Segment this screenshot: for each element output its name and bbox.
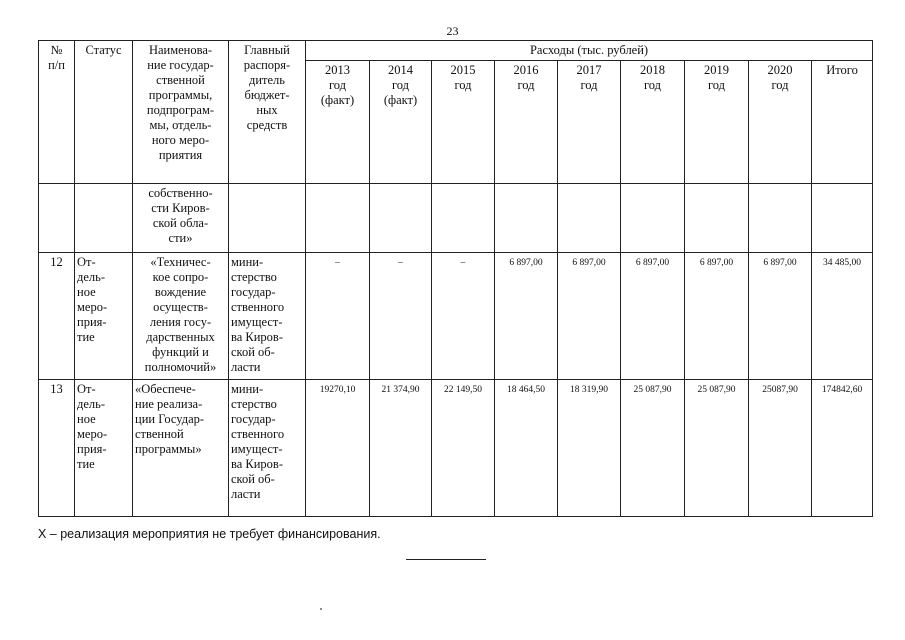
cell-empty <box>229 184 306 253</box>
value-2017: 18 319,90 <box>558 380 621 517</box>
cell-empty <box>75 184 133 253</box>
value-2013: 19270,10 <box>306 380 370 517</box>
table-row <box>39 253 873 380</box>
row-administrator: мини- стерство государ- ственного имущест- ва Киров- ской об- ласти <box>229 253 306 380</box>
cell-empty <box>370 184 432 253</box>
year-header-2017: 2017 год <box>558 61 621 184</box>
header-expenses: Расходы (тыс. рублей) <box>306 41 873 61</box>
cell-empty <box>39 184 75 253</box>
value-2018: 25 087,90 <box>621 380 685 517</box>
continuation-name: собственно- сти Киров- ской обла- сти» <box>133 184 229 253</box>
header-budget-administrator: Главный распоря- дитель бюджет- ных средств <box>229 41 306 184</box>
row-status: От- дель- ное меро- прия- тие <box>75 380 133 517</box>
year-header-2020: 2020 год <box>749 61 812 184</box>
header-no: № п/п <box>39 41 75 184</box>
continuation-row <box>39 184 873 253</box>
page-number: 23 <box>446 24 459 38</box>
cell-empty <box>749 184 812 253</box>
end-divider <box>406 559 486 560</box>
value-2015: 22 149,50 <box>432 380 495 517</box>
value-2017: 6 897,00 <box>558 253 621 380</box>
year-header-2018: 2018 год <box>621 61 685 184</box>
value-2019: 25 087,90 <box>685 380 749 517</box>
cell-empty <box>685 184 749 253</box>
cell-empty <box>495 184 558 253</box>
value-total: 174842,60 <box>812 380 873 517</box>
header-status: Статус <box>75 41 133 184</box>
header-program-name: Наименова- ние государ- ственной программы, подпрограм- мы, отдель- ного меро- приятия <box>133 41 229 184</box>
row-status: От- дель- ное меро- прия- тие <box>75 253 133 380</box>
row-program-name: «Техничес- кое сопро- вождение осуществ- ления госу- дарственных функций и полномочий» <box>133 253 229 380</box>
year-header-2015: 2015 год <box>432 61 495 184</box>
row-program-name: «Обеспече- ние реализа- ции Государ- ственной программы» <box>133 380 229 517</box>
year-header-total: Итого <box>812 61 873 184</box>
value-2020: 25087,90 <box>749 380 812 517</box>
year-header-2013: 2013 год (факт) <box>306 61 370 184</box>
cell-empty <box>621 184 685 253</box>
value-total: 34 485,00 <box>812 253 873 380</box>
cell-empty <box>812 184 873 253</box>
value-2014: 21 374,90 <box>370 380 432 517</box>
row-number: 13 <box>39 380 75 517</box>
value-2013: – <box>306 253 370 380</box>
value-2019: 6 897,00 <box>685 253 749 380</box>
scan-speck <box>320 608 322 610</box>
table-row <box>39 380 873 517</box>
footnote: Х – реализация мероприятия не требует финансирования. <box>38 527 381 541</box>
year-header-2014: 2014 год (факт) <box>370 61 432 184</box>
year-header-2019: 2019 год <box>685 61 749 184</box>
value-2016: 6 897,00 <box>495 253 558 380</box>
header-row <box>39 41 873 61</box>
cell-empty <box>558 184 621 253</box>
row-number: 12 <box>39 253 75 380</box>
value-2015: – <box>432 253 495 380</box>
value-2018: 6 897,00 <box>621 253 685 380</box>
year-header-2016: 2016 год <box>495 61 558 184</box>
value-2014: – <box>370 253 432 380</box>
value-2020: 6 897,00 <box>749 253 812 380</box>
cell-empty <box>306 184 370 253</box>
cell-empty <box>432 184 495 253</box>
expenses-table <box>38 40 873 517</box>
row-administrator: мини- стерство государ- ственного имущест- ва Киров- ской об- ласти <box>229 380 306 517</box>
value-2016: 18 464,50 <box>495 380 558 517</box>
